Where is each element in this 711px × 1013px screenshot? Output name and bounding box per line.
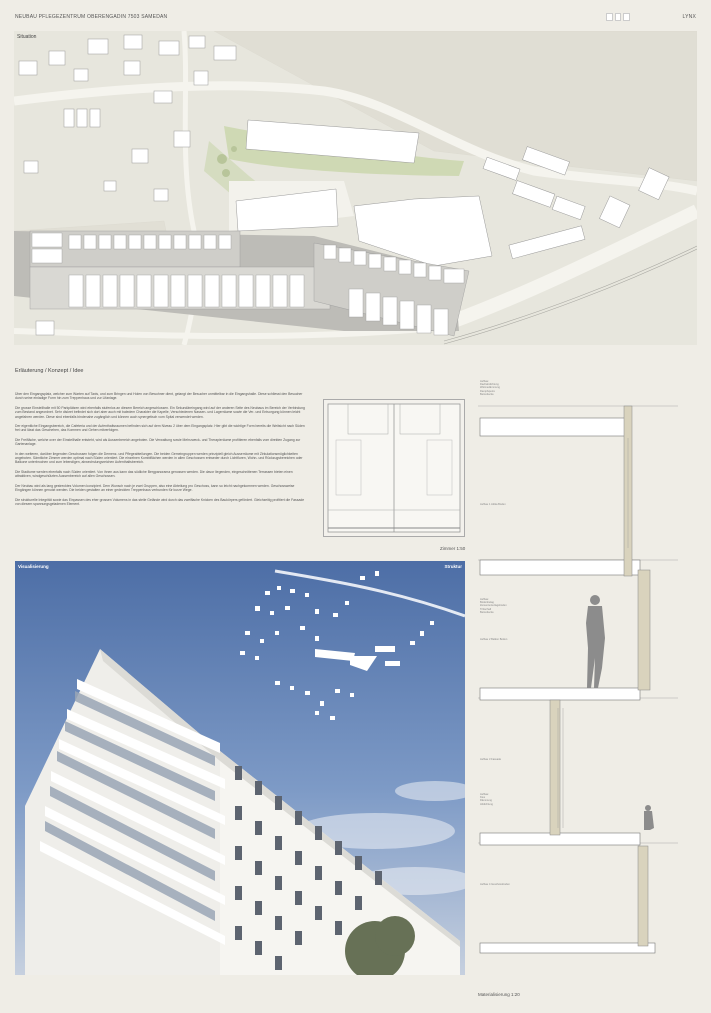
- room-plan: [323, 399, 465, 537]
- detail-drawing: [478, 378, 695, 975]
- concept-text: [15, 392, 305, 511]
- concept-paragraph: Die strukturelle Integrität sowie das Einpassen des eher grossen Volumens in das steile Gelände wird durch das zweiflache Knicken des Baukörpers gefördert. Gleichzeitig profitiert die Fassade von diesem spannungsgeladenen Element.: [15, 497, 305, 506]
- detail-annotation: Aufbau 1 Attika Boden: [480, 503, 506, 506]
- situation-map: [14, 31, 697, 345]
- situation-drawing: [14, 31, 697, 345]
- material-label: Materialisierung 1:20: [478, 992, 520, 997]
- logo-icon: [606, 13, 630, 21]
- seated-figure-icon: [644, 805, 654, 830]
- concept-paragraph: Die Stadtume werden ebenfalls nach Süden orientiert. Von ihnen aus kann das südliche Bergpanorama genossen werden. Die davor liegenden, eingeschnittenen Terrassen bieten einen attraktiven, windgeschützten Aussenbereich auf allen Geschossen.: [15, 469, 293, 479]
- header: [15, 14, 696, 26]
- concept-paragraph: Die grosse Einstellhalle mit 50 Parkplätzen wird ebenfalls stufenlos an diesem Bereich angeschlossen. Ein Sekundäreingang wird auf der anderen Seite des Neubaus im Bereich der Verbindung zum Bestand angeordnet. Sehr diskret befindet sich dort aber auch mit baledem Charakter die Kapelle, Verschiedenen Nassen- und Lagerräume sowie die Ver- und Entsorgung können leicht angefahren werden. Diese sind ebenfalls bindenahe zugänglich und können auch synergetisch vom Spital verwendet werden.: [15, 405, 305, 419]
- concept-paragraph: Der Neubau wird als lang gestrecktes Volumen konzipiert. Dem Wunsch nach je zwei Gruppen, also eine Abteilung pro Geschoss, kann so leicht nachgekommen werden. Geschossweise Eingängen können genutzt werden. Die beiden gestalten an einer gedeckten Treppenhaus verbunden für kurze Wege.: [15, 483, 295, 493]
- concept-paragraph: Die Freifläche, welche over der Einstellhalle entsteht, wird als Aussenbereich angeboten. Die Verwaltung sowie Mehrzweck- und Therapieräume profitieren ebenfalls vom direkten Zugang zur Gartenanlage.: [15, 437, 301, 447]
- visualisation-image: [15, 561, 465, 975]
- concept-paragraph: Der eigentliche Eingangsbereich, die Cafeteria und der Aufenthaltsraumen befinden sich auf dem Niveau 2 über dem Eingangsplatz. Hier gibt die wichtige Form bereits die Weitsicht nach Süden frei und lässt das Geschehen, das Kommen und Gehen mitverfolgen.: [15, 424, 305, 433]
- visualisation-drawing: [15, 561, 465, 975]
- construction-detail: [478, 378, 695, 975]
- concept-paragraph: Über den Eingangsplatz, welcher zum Warten auf Taxis, und zum Bringen und Holen von Bewohner dient, gelangt der Besucher unmittelbar in die Eingangshalle. Diese schliesst den Besucher durch seine einladige Form hin zum Treppenhaus und zur Lifanlage.: [15, 392, 303, 401]
- room-plan-drawing: [324, 400, 464, 536]
- detail-annotation: Aufbau 3 Fassade: [480, 758, 502, 761]
- project-title: NEUBAU PFLEGEZENTRUM OBERENGADIN 7503 SAMEDAN: [15, 14, 168, 20]
- detail-annotation: Aufbau 4 Geschossboden: [480, 883, 510, 886]
- detail-annotation: Aufbau: Bodenbelag Zementunterlagsboden Trittschall Betondecke: [480, 598, 507, 614]
- concept-heading: Erläuterung / Konzept / Idee: [15, 368, 84, 374]
- detail-annotation: Aufbau: Dachabdichtung Wärmedämmung Dampfsperre Betondecke: [480, 380, 500, 396]
- structure-label: Struktur: [444, 564, 462, 569]
- concept-paragraph: In den weiteren, darüber liegenden Geschossen folgen die Demenz- und Pflegeabteilungen. Die beiden Gemeingruppen werden prinzipiell gleich Ausserräume mit Zirkulationsmöglichkeiten angeboten. Sämtliche Zimmer werden optimal nach Süden orientiert. Die einzelnen Kombiflächen werden in allen Geschossen entweder durch Lichtfluren, Wohn- und Rückzugsbereichen oder Balkone unterbrochen und zum lebendigen, abwechslungsreichen Aufenthaltsbereich.: [15, 451, 303, 465]
- detail-annotation: Aufbau: Kies Dämmung Abdichtung: [480, 793, 493, 806]
- room-plan-label: Zimmer 1:50: [440, 546, 466, 551]
- detail-annotation: Aufbau 2 Balkon Boden: [480, 638, 508, 641]
- visualisation-label: Visualisierung: [18, 564, 49, 569]
- human-figure-icon: [586, 595, 605, 688]
- situation-label: Situation: [17, 34, 37, 40]
- project-code: LYNX: [682, 14, 696, 20]
